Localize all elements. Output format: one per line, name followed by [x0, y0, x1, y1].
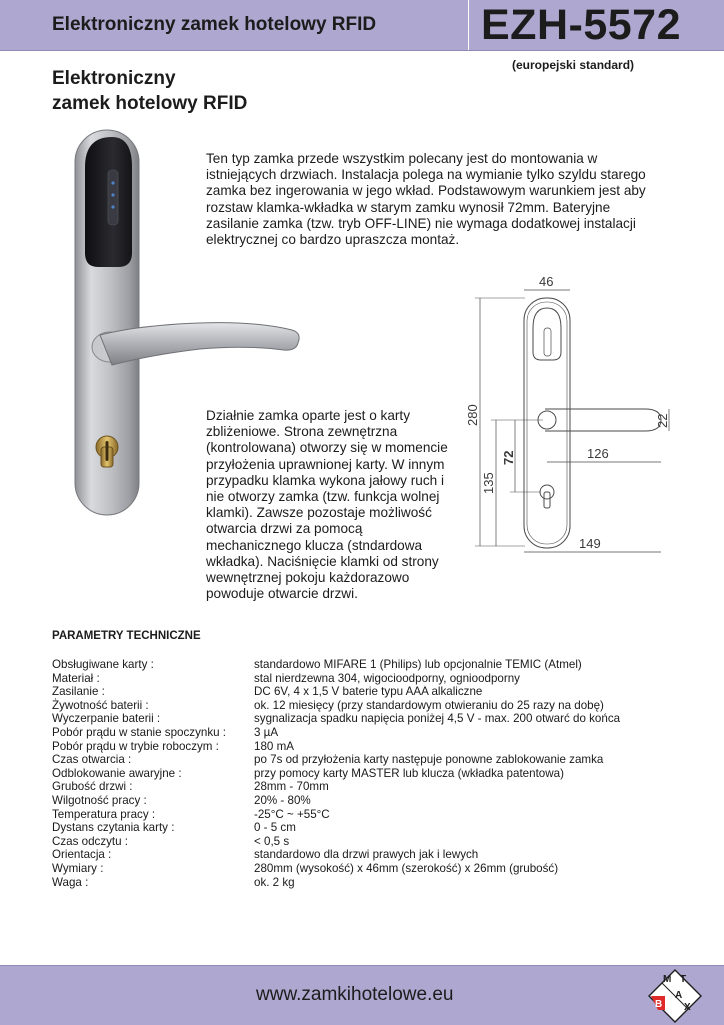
param-label: Grubość drzwi : — [52, 780, 133, 794]
param-label: Pobór prądu w trybie roboczym : — [52, 739, 219, 753]
param-label: Wyczerpanie baterii : — [52, 712, 161, 726]
param-row — [52, 808, 672, 822]
dim-label-280: 280 — [465, 404, 480, 426]
drawing-plate-outline — [524, 298, 570, 548]
product-title — [52, 66, 247, 116]
param-value: 180 mA — [254, 739, 294, 753]
param-label: Czas otwarcia : — [52, 753, 132, 767]
param-row — [52, 780, 672, 794]
param-row — [52, 876, 672, 890]
param-row — [52, 712, 672, 726]
matbax-logo — [647, 968, 703, 1024]
drawing-led-strip — [544, 328, 551, 356]
params-heading: PARAMETRY TECHNICZNE — [52, 630, 201, 642]
product-title-line2: zamek hotelowy RFID — [52, 93, 248, 114]
drawing-reader-window — [533, 308, 561, 360]
param-label: Zasilanie : — [52, 685, 105, 699]
param-row — [52, 794, 672, 808]
param-value: ok. 12 miesięcy (przy standardowym otwieraniu do 25 razy na dobę) — [254, 698, 604, 712]
header-title: Elektroniczny zamek hotelowy RFID — [52, 14, 377, 35]
keyhole — [106, 441, 109, 461]
dim-label-72: 72 — [501, 450, 516, 465]
header-divider — [468, 0, 469, 50]
dim-label-126: 126 — [587, 446, 609, 461]
param-value: 280mm (wysokość) x 46mm (szerokość) x 26mm (grubość) — [254, 861, 559, 875]
param-row — [52, 835, 672, 849]
drawing-keyhole-slot — [544, 492, 550, 508]
logo-letter: T — [680, 974, 687, 985]
logo-letter: A — [675, 990, 683, 1001]
param-label: Dystans czytania karty : — [52, 821, 175, 835]
standard-note: (europejski standard) — [512, 58, 635, 72]
param-value: po 7s od przyłożenia karty następuje ponowne zablokowanie zamka — [254, 753, 604, 767]
param-label: Temperatura pracy : — [52, 807, 156, 821]
params-table — [52, 658, 672, 889]
param-value: -25°C ~ +55°C — [254, 807, 330, 821]
logo-letter: M — [663, 974, 672, 985]
description-paragraph: Działnie zamka oparte jest o karty zbliżeniowe. Strona zewnętrzna (kontrolowana) otworzy się w momencie przyłożenia uprawnionej karty. W innym przypadku klamka wykona jałowy ruch i nie otworzy zamka (tzw. funkcja wolnej klamki). Zawsze pozostaje możliwość otwarcia drzwi za pomocą mechanicznego klucza (stndardowa wkładka). Naciśnięcie klamki od strony wewnętrznej pokoju każdorazowo powoduje otwarcie drzwi. — [206, 408, 448, 602]
param-label: Wilgotność pracy : — [52, 793, 147, 807]
indicator-led — [111, 181, 114, 184]
dim-label-135: 135 — [481, 472, 496, 494]
logo-letter: X — [684, 1002, 691, 1013]
param-value: standardowo dla drzwi prawych jak i lewych — [254, 848, 479, 862]
param-row — [52, 767, 672, 781]
param-row — [52, 658, 672, 672]
param-value: 28mm - 70mm — [254, 780, 329, 794]
param-value: < 0,5 s — [254, 834, 290, 848]
technical-drawing — [455, 268, 695, 558]
param-row — [52, 862, 672, 876]
indicator-led — [111, 193, 114, 196]
param-row — [52, 699, 672, 713]
product-title-line1: Elektroniczny — [52, 68, 176, 89]
indicator-led — [111, 205, 114, 208]
param-row — [52, 821, 672, 835]
footer-bar — [0, 965, 724, 1025]
door-handle — [100, 323, 299, 365]
param-label: Wymiary : — [52, 861, 104, 875]
param-value: DC 6V, 4 x 1,5 V baterie typu AAA alkaliczne — [254, 685, 483, 699]
param-value: 20% - 80% — [254, 793, 311, 807]
param-label: Obsługiwane karty : — [52, 658, 154, 671]
intro-paragraph: Ten typ zamka przede wszystkim polecany jest do montowania w istniejących drzwiach. Instalacja polega na wymianie tylko szyldu starego zamka bez ingerowania w jego wkład. Podstawowym warunkiem jest aby rozstaw klamka-wkładka w starym zamku wynosił 72mm. Bateryjne zasilanie zamka (tzw. tryb OFF-LINE) nie wymaga dodatkowej instalacji elektrycznej co bardzo upraszcza montaż. — [206, 151, 646, 248]
website-link[interactable]: www.zamkihotelowe.eu — [256, 984, 454, 1005]
param-label: Czas odczytu : — [52, 834, 129, 848]
param-value: sygnalizacja spadku napięcia poniżej 4,5 V - max. 200 otwarć do końca — [254, 712, 621, 726]
param-value: przy pomocy karty MASTER lub klucza (wkładka patentowa) — [254, 766, 564, 780]
dim-label-22: 22 — [655, 413, 670, 428]
dim-label-46: 46 — [539, 274, 554, 289]
model-number: EZH-5572 — [481, 1, 681, 49]
param-label: Odblokowanie awaryjne : — [52, 766, 182, 780]
param-row — [52, 740, 672, 754]
param-label: Materiał : — [52, 671, 100, 685]
indicator-strip — [108, 170, 118, 225]
param-value: standardowo MIFARE 1 (Philips) lub opcjonalnie TEMIC (Atmel) — [254, 658, 582, 671]
logo-letter: B — [655, 999, 663, 1010]
param-row — [52, 848, 672, 862]
dim-label-149: 149 — [579, 536, 601, 551]
param-row — [52, 685, 672, 699]
param-value: ok. 2 kg — [254, 875, 295, 889]
param-value: 0 - 5 cm — [254, 821, 296, 835]
param-label: Pobór prądu w stanie spoczynku : — [52, 725, 227, 739]
param-value: 3 µA — [254, 725, 279, 739]
param-row — [52, 753, 672, 767]
param-row — [52, 672, 672, 686]
param-row — [52, 726, 672, 740]
param-label: Żywotność baterii : — [52, 698, 149, 712]
param-label: Waga : — [52, 875, 89, 889]
header-bar — [0, 0, 724, 51]
param-value: stal nierdzewna 304, wigocioodporny, ognioodporny — [254, 671, 520, 685]
param-label: Orientacja : — [52, 848, 112, 862]
drawing-handle — [545, 409, 661, 431]
